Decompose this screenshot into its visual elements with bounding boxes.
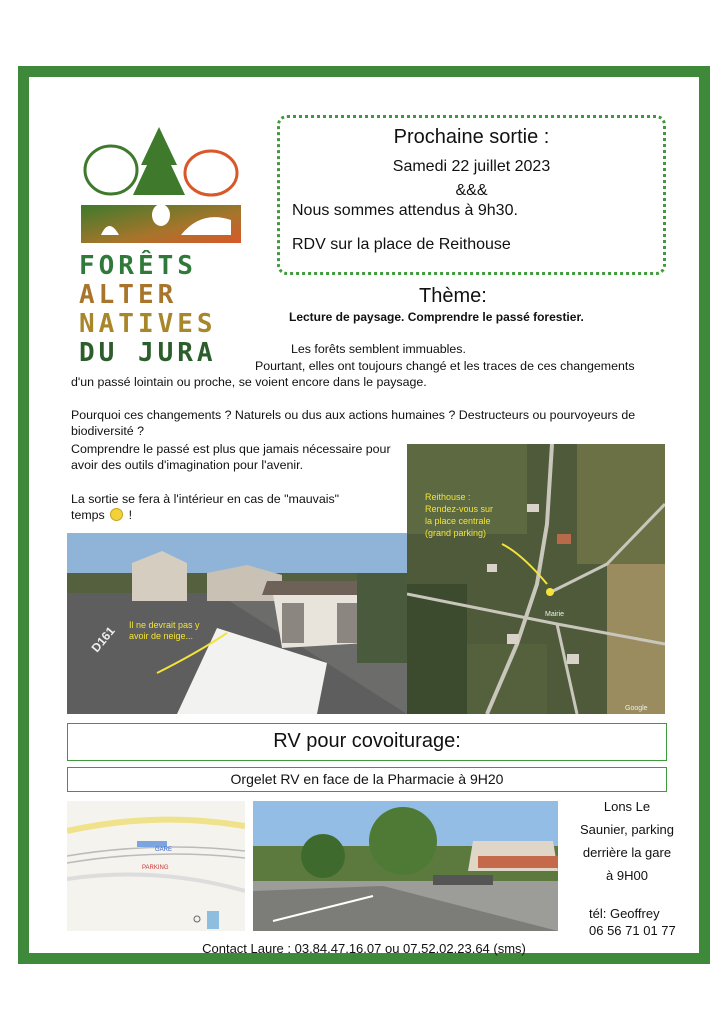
map-annotation: Rendez-vous sur	[425, 504, 494, 514]
street-annotation: avoir de neige...	[129, 631, 194, 641]
logo-illustration	[81, 125, 241, 245]
logo-line: ALTER	[79, 280, 178, 310]
lons-line: Saunier, parking	[580, 822, 674, 837]
body-line: Pourtant, elles ont toujours changé et les traces de ces changements	[255, 359, 635, 373]
logo-line: FORÊTS	[79, 251, 197, 281]
tel-label: tél: Geoffrey	[589, 906, 660, 921]
lons-line: à 9H00	[606, 868, 648, 883]
aerial-map-image	[407, 444, 665, 714]
next-outing-time: Nous sommes attendus à 9h30.	[292, 202, 518, 219]
body-paragraph	[71, 491, 371, 523]
plan-parking-label: PARKING	[142, 865, 169, 871]
phone-contact	[589, 905, 676, 939]
body-line: Les forêts semblent immuables.	[291, 342, 466, 356]
road-marking: D161	[88, 623, 118, 655]
plan-gare-label: GARE	[155, 847, 173, 853]
street-annotation: Il ne devrait pas y	[129, 620, 200, 630]
orgelet-meeting: Orgelet RV en face de la Pharmacie à 9H20	[67, 767, 667, 792]
indoor-note-end: !	[128, 508, 133, 522]
next-outing-title: Prochaine sortie :	[393, 126, 550, 148]
logo-line: NATIVES	[79, 309, 217, 339]
map-credit: Google	[625, 705, 648, 712]
contact-line: Contact Laure : 03.84.47.16.07 ou 07.52.02.23.64 (sms)	[202, 941, 526, 956]
flyer-frame	[18, 66, 710, 964]
logo-line: DU JURA	[79, 338, 217, 368]
body-paragraph: Comprendre le passé est plus que jamais nécessaire pour avoir des outils d'imagination pour l'avenir.	[71, 442, 391, 472]
carpool-title: RV pour covoiturage:	[67, 723, 667, 761]
theme-subtitle: Lecture de paysage. Comprendre le passé forestier.	[289, 310, 584, 324]
next-outing-date: Samedi 22 juillet 2023	[392, 158, 551, 175]
map-annotation: la place centrale	[425, 516, 491, 526]
lons-line: derrière la gare	[582, 845, 672, 860]
tel-number: 06 56 71 01 77	[589, 923, 676, 938]
map-annotation: (grand parking)	[425, 528, 487, 538]
station-plan-image	[67, 801, 245, 931]
theme-title: Thème:	[419, 285, 487, 307]
body-paragraph: Pourquoi ces changements ? Naturels ou dus aux actions humaines ? Destructeurs ou pourvoyeurs de biodiversité ?	[71, 408, 636, 438]
street-photo-image	[67, 533, 407, 714]
lons-line: Lons Le	[603, 799, 651, 814]
map-annotation: Reithouse :	[425, 492, 471, 502]
station-photo-image	[253, 801, 558, 931]
map-label-mairie: Mairie	[545, 611, 565, 618]
logo-wordmark	[79, 252, 249, 368]
next-outing-rdv: RDV sur la place de Reithouse	[292, 236, 511, 253]
indoor-note: La sortie se fera à l'intérieur en cas de "mauvais" temps	[71, 492, 340, 522]
body-line: d'un passé lointain ou proche, se voient encore dans le paysage.	[71, 375, 427, 389]
next-outing-box	[277, 115, 666, 275]
lons-meeting	[577, 795, 677, 887]
smiley-icon	[110, 508, 123, 521]
next-outing-separator: &&&	[455, 182, 488, 199]
